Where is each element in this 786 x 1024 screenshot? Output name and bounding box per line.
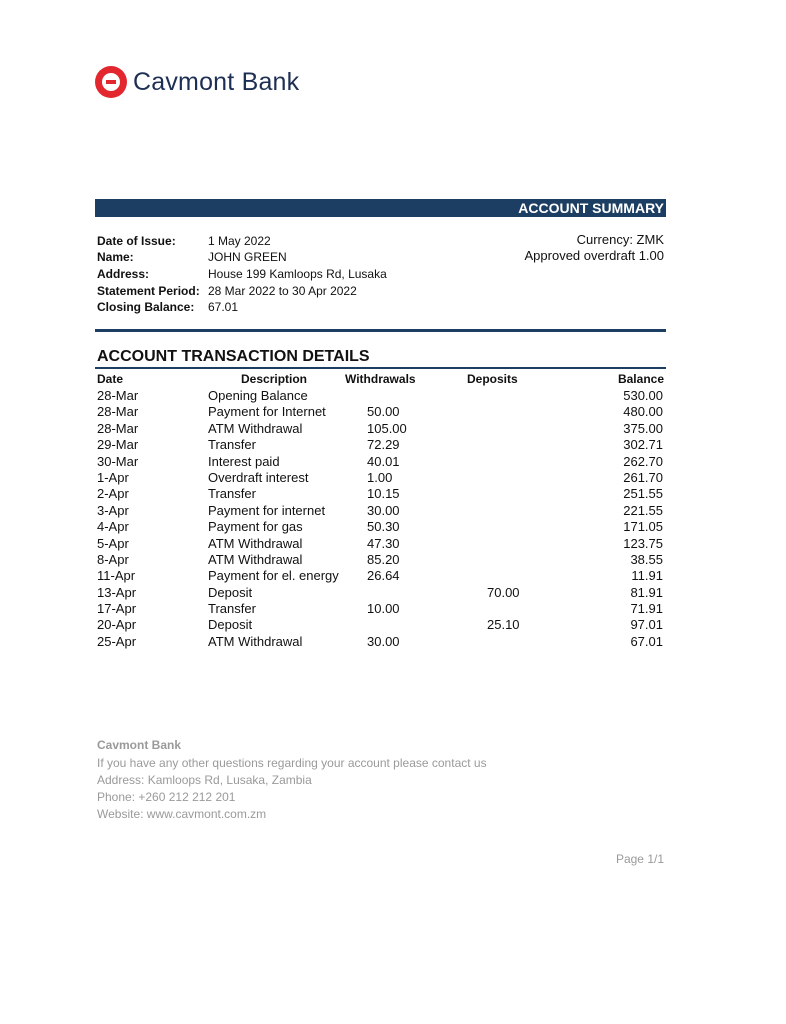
balance-column-header: Balance: [617, 372, 664, 386]
tx-description: Interest paid: [208, 453, 280, 469]
tx-withdrawal: 26.64: [367, 568, 400, 584]
table-row: [97, 437, 666, 453]
tx-withdrawal: 105.00: [367, 420, 407, 436]
tx-deposit: 70.00: [487, 584, 520, 600]
page-number: Page 1/1: [615, 852, 664, 866]
tx-withdrawal: 10.15: [367, 486, 400, 502]
tx-balance: 67.01: [630, 633, 663, 649]
tx-description: Deposit: [208, 584, 253, 600]
tx-withdrawal: 30.00: [367, 502, 400, 518]
tx-description: Transfer: [208, 486, 256, 502]
tx-balance: 375.00: [623, 420, 663, 436]
tx-date: 3-Apr: [97, 502, 129, 518]
tx-description: ATM Withdrawal: [208, 633, 303, 649]
tx-balance: 480.00: [623, 404, 663, 420]
tx-description: Overdraft interest: [208, 469, 309, 485]
tx-date: 8-Apr: [97, 551, 129, 567]
tx-balance: 530.00: [623, 388, 663, 403]
statement-period-value: 28 Mar 2022 to 30 Apr 2022: [208, 284, 357, 298]
name-value: JOHN GREEN: [208, 250, 287, 264]
footer-website: Website: www.cavmont.com.zm: [97, 807, 267, 821]
tx-description: ATM Withdrawal: [208, 551, 303, 567]
table-row: [97, 388, 666, 404]
description-column-header: Description: [241, 372, 308, 386]
tx-withdrawal: 50.30: [367, 519, 400, 535]
table-row: [97, 601, 666, 617]
closing-balance-value: 67.01: [208, 300, 239, 314]
tx-balance: 81.91: [630, 584, 663, 600]
table-row: [97, 568, 666, 584]
tx-date: 28-Mar: [97, 420, 139, 436]
footer-contact-note: If you have any other questions regarding your account please contact us: [97, 756, 487, 770]
date-column-header: Date: [97, 372, 124, 386]
tx-withdrawal: 72.29: [367, 437, 400, 453]
bank-name: Cavmont Bank: [133, 67, 300, 96]
tx-description: Transfer: [208, 601, 256, 617]
transaction-details-title: ACCOUNT TRANSACTION DETAILS: [97, 348, 370, 365]
tx-balance: 11.91: [631, 568, 663, 584]
tx-description: Payment for Internet: [208, 404, 326, 420]
tx-withdrawal: 50.00: [367, 404, 400, 420]
tx-date: 1-Apr: [97, 469, 129, 485]
tx-withdrawal: 85.20: [367, 551, 400, 567]
tx-date: 28-Mar: [97, 388, 139, 403]
withdrawals-column-header: Withdrawals: [345, 372, 416, 386]
tx-balance: 171.05: [623, 519, 663, 535]
table-row: [97, 503, 666, 519]
table-row: [97, 486, 666, 502]
tx-date: 4-Apr: [97, 519, 129, 535]
address-value: House 199 Kamloops Rd, Lusaka: [208, 267, 387, 281]
tx-description: Payment for el. energy: [208, 568, 339, 584]
tx-balance: 71.91: [630, 601, 663, 617]
footer-phone: Phone: +260 212 212 201: [97, 790, 236, 804]
closing-balance-label: Closing Balance:: [97, 300, 195, 314]
tx-balance: 251.55: [623, 486, 663, 502]
deposits-column-header: Deposits: [467, 372, 518, 386]
tx-withdrawal: 30.00: [367, 633, 400, 649]
tx-description: Transfer: [208, 437, 256, 453]
table-row: [97, 454, 666, 470]
tx-date: 5-Apr: [97, 535, 129, 551]
name-label: Name:: [97, 250, 134, 264]
tx-withdrawal: 1.00: [367, 469, 393, 485]
tx-balance: 97.01: [630, 617, 663, 633]
tx-date: 17-Apr: [97, 601, 137, 617]
tx-date: 20-Apr: [97, 617, 137, 633]
tx-description: Payment for gas: [208, 519, 303, 535]
tx-description: Payment for internet: [208, 502, 326, 518]
address-label: Address:: [97, 267, 150, 281]
tx-date: 11-Apr: [97, 568, 136, 584]
table-row: [97, 552, 666, 568]
statement-period-label: Statement Period:: [97, 284, 200, 298]
tx-withdrawal: 10.00: [367, 601, 400, 617]
tx-withdrawal: 40.01: [367, 453, 400, 469]
tx-balance: 302.71: [623, 437, 663, 453]
overdraft-text: Approved overdraft 1.00: [524, 248, 664, 263]
tx-balance: 221.55: [623, 502, 663, 518]
tx-date: 25-Apr: [97, 633, 137, 649]
tx-balance: 261.70: [623, 469, 663, 485]
tx-balance: 38.55: [630, 551, 663, 567]
tx-withdrawal: 47.30: [367, 535, 400, 551]
tx-description: ATM Withdrawal: [208, 420, 303, 436]
currency-text: Currency: ZMK: [576, 232, 664, 247]
tx-balance: 262.70: [623, 453, 663, 469]
date-of-issue-value: 1 May 2022: [208, 234, 271, 248]
table-row: [97, 404, 666, 420]
tx-date: 30-Mar: [97, 453, 139, 469]
section-divider: [95, 329, 666, 332]
table-row: [97, 536, 666, 552]
tx-date: 13-Apr: [97, 584, 137, 600]
tx-balance: 123.75: [623, 535, 663, 551]
tx-description: Deposit: [208, 617, 253, 633]
date-of-issue-label: Date of Issue:: [97, 234, 176, 248]
tx-description: ATM Withdrawal: [208, 535, 303, 551]
table-row: [97, 421, 666, 437]
bank-logo: [95, 62, 299, 102]
tx-date: 28-Mar: [97, 404, 139, 420]
footer-address: Address: Kamloops Rd, Lusaka, Zambia: [97, 773, 312, 787]
tx-date: 29-Mar: [97, 437, 139, 453]
tx-date: 2-Apr: [97, 486, 129, 502]
table-row: [97, 617, 666, 633]
transaction-table: [97, 388, 666, 650]
bank-logo-icon: [95, 66, 127, 98]
table-row: [97, 634, 666, 650]
table-row: [97, 470, 666, 486]
account-summary-title: ACCOUNT SUMMARY: [518, 200, 664, 216]
tx-deposit: 25.10: [487, 617, 520, 633]
footer-bank-name: Cavmont Bank: [97, 738, 182, 752]
table-row: [97, 585, 666, 601]
tx-description: Opening Balance: [208, 388, 308, 403]
table-row: [97, 519, 666, 535]
table-header-rule: [95, 367, 666, 369]
